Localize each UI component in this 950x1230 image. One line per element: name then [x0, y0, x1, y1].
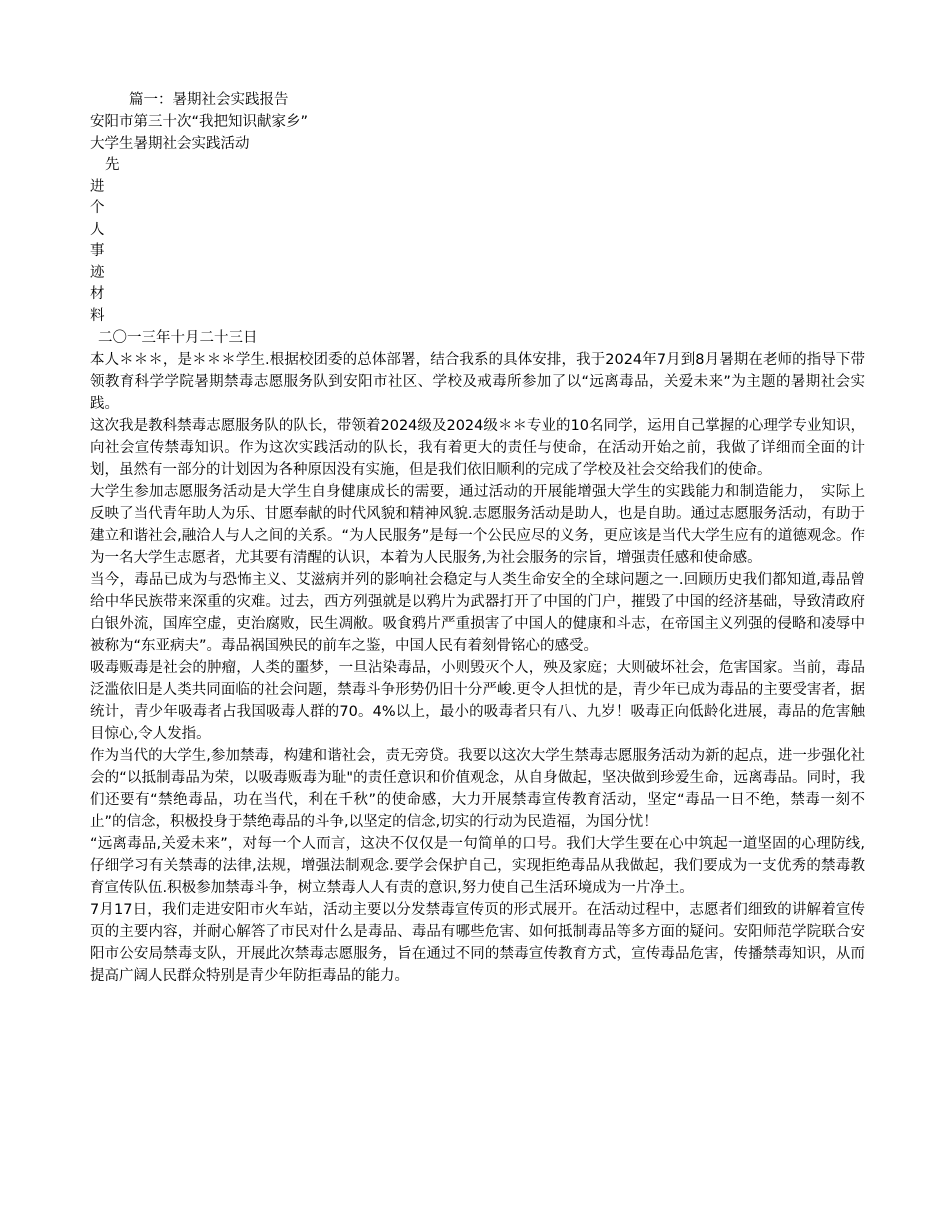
paragraph: 7月17日，我们走进安阳市火车站，活动主要以分发禁毒宣传页的形式展开。在活动过程中，志愿者们细致的讲解着宣传页的主要内容，并耐心解答了市民对什么是毒品、毒品有哪些危害、如何抵制毒品等多方面的疑问。安阳师范学院联合安阳市公安局禁毒支队，开展此次禁毒志愿服务，旨在通过不同的禁毒宣传教育方式，宣传毒品危害，传播禁毒知识，从而提高广阔人民群众特别是青少年防拒毒品的能力。	[90, 902, 865, 984]
paragraph: 这次我是教科禁毒志愿服务队的队长，带领着2024级及2024级＊＊专业的10名同学，运用自己掌握的心理学专业知识，向社会宣传禁毒知识。作为这次实践活动的队长，我有着更大的责任与使命，在活动开始之前，我做了详细而全面的计划，虽然有一部分的计划因为各种原因没有实施，但是我们依旧顺利的完成了学校及社会交给我们的使命。	[90, 418, 865, 478]
paragraph: 吸毒贩毒是社会的肿瘤，人类的噩梦，一旦沾染毒品，小则毁灭个人，殃及家庭；大则破坏社会，危害国家。当前，毒品泛滥依旧是人类共同面临的社会问题，禁毒斗争形势仍旧十分严峻.更令人担忧的是，青少年已成为毒品的主要受害者，据统计，青少年吸毒者占我国吸毒人群的70。4%以上，最小的吸毒者只有八、九岁！吸毒正向低龄化进展，毒品的危害触目惊心,令人发指。	[90, 660, 865, 742]
document-date: 二〇一三年十月二十三日	[98, 330, 258, 346]
paragraph: 作为当代的大学生,参加禁毒，构建和谐社会，责无旁贷。我要以这次大学生禁毒志愿服务活动为新的起点，进一步强化社会的“以抵制毒品为荣，以吸毒贩毒为耻"的责任意识和价值观念，从自身做起，坚决做到珍爱生命，远离毒品。同时，我们还要有“禁绝毒品，功在当代，利在千秋”的使命感，大力开展禁毒宣传教育活动，坚定“毒品一日不绝，禁毒一刻不止”的信念，积极投身于禁绝毒品的斗争,以坚定的信念,切实的行动为民造福，为国分忧！	[90, 748, 865, 830]
vertical-title-char: 人	[90, 221, 105, 238]
document-subtitle-2: 大学生暑期社会实践活动	[90, 136, 250, 152]
document-heading: 篇一：暑期社会实践报告	[129, 92, 289, 108]
paragraph: “远离毒品,关爱未来”，对每一个人而言，这决不仅仅是一句简单的口号。我们大学生要在心中筑起一道坚固的心理防线,仔细学习有关禁毒的法律,法规，增强法制观念.要学会保护自己，实现拒绝毒品从我做起，我们要成为一支优秀的禁毒教育宣传队伍.积极参加禁毒斗争，树立禁毒人人有责的意识,努力使自己生活环境成为一片净土。	[90, 836, 865, 896]
document-subtitle-1: 安阳市第三十次“我把知识献家乡”	[90, 114, 309, 130]
vertical-title-char: 材	[90, 286, 105, 302]
vertical-title	[90, 155, 865, 327]
vertical-title-char: 进	[90, 178, 105, 195]
vertical-title-char: 先	[105, 157, 120, 173]
paragraph: 本人＊＊＊，是＊＊＊学生.根据校团委的总体部署，结合我系的具体安排，我于2024年7月到8月暑期在老师的指导下带领教育科学学院暑期禁毒志愿服务队到安阳市社区、学校及戒毒所参加了以“远离毒品，关爱未来”为主题的暑期社会实践。	[90, 352, 865, 412]
paragraph: 大学生参加志愿服务活动是大学生自身健康成长的需要，通过活动的开展能增强大学生的实践能力和制造能力， 实际上反映了当代青年助人为乐、甘愿奉献的时代风貌和精神风貌.志愿服务活动是助人，也是自助。通过志愿服务活动，有助于建立和谐社会,融洽人与人之间的关系。“为人民服务”是每一个公民应尽的义务，更应该是当代大学生应有的道德观念。作为一名大学生志愿者，尤其要有清醒的认识，本着为人民服务,为社会服务的宗旨，增强责任感和使命感。	[90, 484, 865, 566]
vertical-title-char: 迹	[90, 264, 105, 281]
vertical-title-char: 个	[90, 200, 105, 216]
vertical-title-char: 事	[90, 243, 105, 259]
paragraph: 当今，毒品已成为与恐怖主义、艾滋病并列的影响社会稳定与人类生命安全的全球问题之一.回顾历史我们都知道,毒品曾给中华民族带来深重的灾难。过去，西方列强就是以鸦片为武器打开了中国的门户，摧毁了中国的经济基础，导致清政府白银外流，国库空虚，吏治腐败，民生凋敝。吸食鸦片严重损害了中国人的健康和斗志，在帝国主义列强的侵略和凌辱中被称为“东亚病夫”。毒品祸国殃民的前车之鉴，中国人民有着刻骨铭心的感受。	[90, 572, 865, 654]
document-body	[90, 89, 865, 987]
vertical-title-char: 料	[90, 307, 105, 324]
